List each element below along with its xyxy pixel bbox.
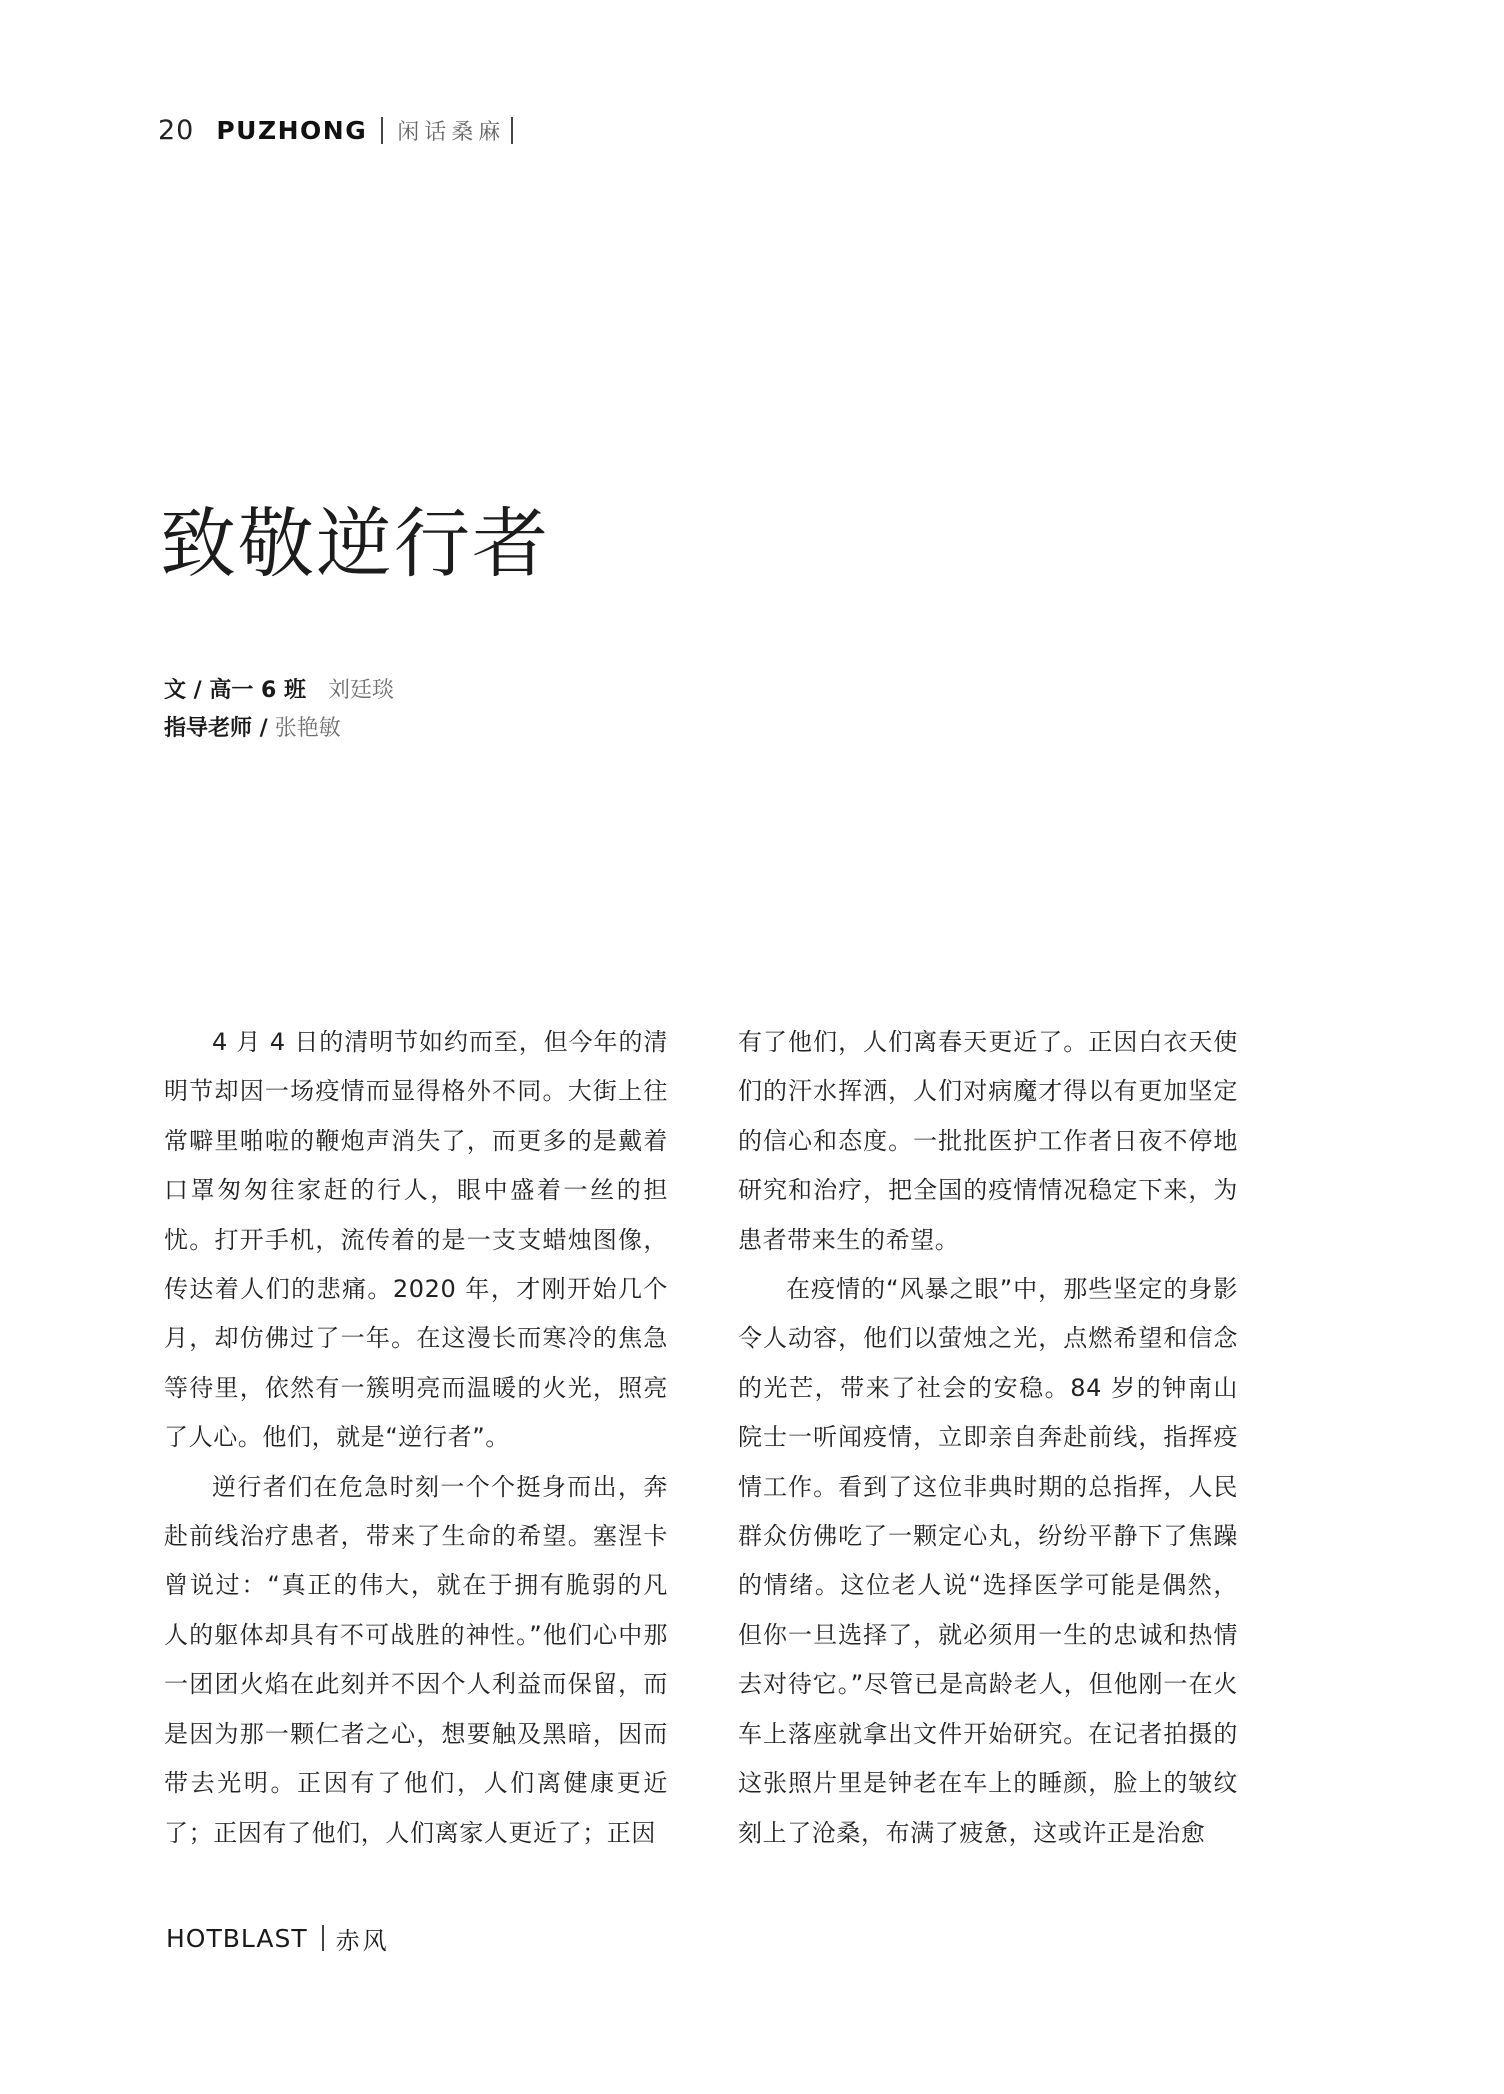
teacher-name: 张艳敏 (274, 716, 341, 741)
article-title: 致敬逆行者 (160, 499, 550, 588)
teacher-line (164, 711, 341, 747)
page-header (158, 110, 527, 150)
body-paragraph: 在疫情的“风暴之眼”中，那些坚定的身影令人动容，他们以萤烛之光，点燃希望和信念的光芒，带来了社会的安稳。84 岁的钟南山院士一听闻疫情，立即亲自奔赴前线，指挥疫情工作。看到了这位非典时期的总指挥，人民群众仿佛吃了一颗定心丸，纷纷平静下了焦躁的情绪。这位老人说“选择医学可能是偶然，但你一旦选择了，就必须用一生的忠诚和热情去对待它。”尽管已是高龄老人，但他刚一在火车上落座就拿出文件开始研究。在记者拍摄的这张照片里是钟老在车上的睡颜，脸上的皱纹刻上了沧桑，布满了疲惫，这或许正是治愈 (738, 1275, 1238, 1847)
body-paragraph: 逆行者们在危急时刻一个个挺身而出，奔赴前线治疗患者，带来了生命的希望。塞涅卡曾说过：“真正的伟大，就在于拥有脆弱的凡人的躯体却具有不可战胜的神性。”他们心中那一团团火焰在此刻并不因个人利益而保留，而是因为那一颗仁者之心，想要触及黑暗，因而带去光明。正因有了他们，人们离健康更近了；正因有了他们，人们离家人更近了；正因 (164, 1472, 668, 1847)
body-column-right (738, 1018, 1238, 1858)
author-line (164, 673, 394, 709)
author-name: 刘廷琰 (327, 678, 394, 703)
footer-section: 赤风 (335, 1926, 390, 1955)
page-number: 20 (158, 114, 195, 146)
footer-brand: HOTBLAST (166, 1923, 308, 1953)
header-divider-right (511, 117, 513, 144)
body-paragraph: 4 月 4 日的清明节如约而至，但今年的清明节却因一场疫情而显得格外不同。大街上往常噼里啪啦的鞭炮声消失了，而更多的是戴着口罩匆匆往家赶的行人，眼中盛着一丝的担忧。打开手机，流传着的是一支支蜡烛图像，传达着人们的悲痛。2020 年，才刚开始几个月，却仿佛过了一年。在这漫长而寒冷的焦急等待里，依然有一簇明亮而温暖的火光，照亮了人心。他们，就是“逆行者”。 (164, 1028, 668, 1452)
teacher-label: 指导老师 / (164, 716, 268, 741)
body-paragraph-continued: 有了他们，人们离春天更近了。正因白衣天使们的汗水挥洒，人们对病魔才得以有更加坚定的信心和态度。一批批医护工作者日夜不停地研究和治疗，把全国的疫情情况稳定下来，为患者带来生的希望。 (738, 1028, 1238, 1254)
magazine-brand: PUZHONG (216, 115, 368, 145)
body-column-left (164, 1018, 668, 1858)
page-footer (166, 1920, 390, 1956)
footer-divider (322, 1925, 324, 1951)
header-divider (381, 117, 383, 144)
section-name: 闲话桑麻 (397, 119, 506, 145)
author-label: 文 / 高一 6 班 (164, 678, 306, 703)
